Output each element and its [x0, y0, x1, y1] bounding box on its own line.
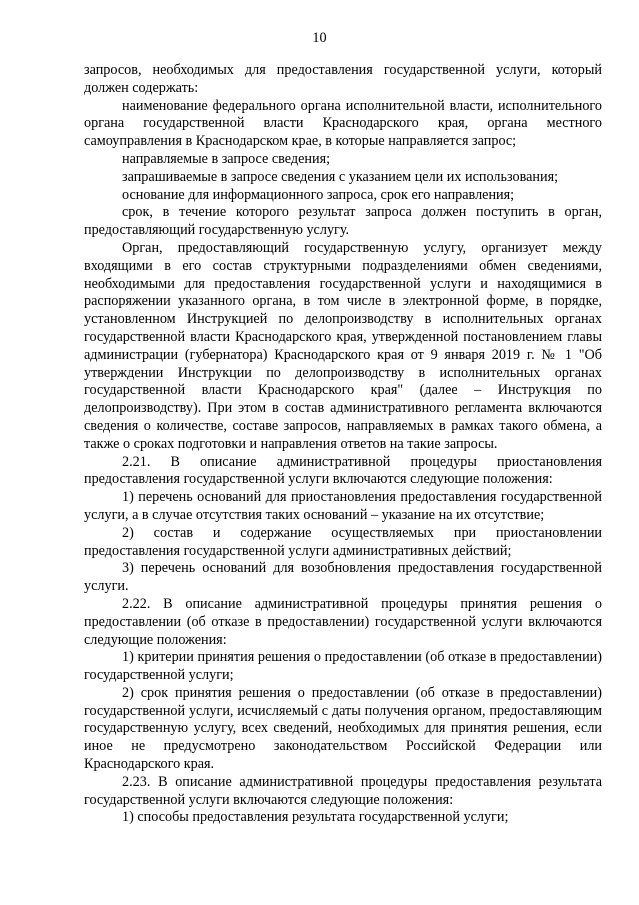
paragraph: 3) перечень оснований для возобновления предоставления государственной услуги.: [84, 560, 602, 595]
paragraph: 1) перечень оснований для приостановления предоставления государственной услуги, а в случае отсутствия таких оснований – указание на их отсутствие;: [84, 489, 602, 523]
paragraph: запросов, необходимых для предоставления государственной услуги, который должен содержать:: [84, 62, 602, 96]
paragraph: Орган, предоставляющий государственную услугу, организует между входящими в его состав структурными подразделениями обмен сведениями, необходимыми для предоставления государственной услуги и находящимися в распоряжении указанного органа, в том числе в электронной форме, в порядке, установленном Инструкцией по делопроизводству в исполнительных органах государственной власти Краснодарского края, утвержденной постановлением главы администрации (губернатора) Краснодарского края от 9 января 2019 г. № 1 "Об утверждении Инструкции по делопроизводству в исполнительных органах государственной власти Краснодарского края" (далее – Инструкция по делопроизводству). При этом в состав административного регламента включаются сведения о количестве, составе запросов, направляемых в рамках такого обмена, а также о сроках подготовки и направления ответов на такие запросы.: [84, 239, 602, 452]
paragraph: 2) срок принятия решения о предоставлении (об отказе в предоставлении) государственной услуги, исчисляемый с даты получения органом, предоставляющим государственную услугу, всех сведений, необходимых для принятия решения, если иное не предусмотрено законодательством Российской Федерации или Краснодарского края.: [84, 684, 602, 773]
paragraph: 1) способы предоставления результата государственной услуги;: [122, 809, 509, 826]
paragraph: 2.23. В описание административной процедуры предоставления результата государственной услуги включаются следующие положения:: [84, 773, 602, 808]
paragraph: 2) состав и содержание осуществляемых при приостановлении предоставления государственной услуги административных действий;: [84, 524, 602, 559]
paragraph: срок, в течение которого результат запроса должен поступить в орган, предоставляющий государственную услугу.: [84, 204, 602, 239]
page-number: 10: [312, 30, 327, 46]
paragraph: 2.22. В описание административной процедуры принятия решения о предоставлении (об отказе в предоставлении) государственной услуги включаются следующие положения:: [84, 595, 602, 648]
document-body: [84, 62, 602, 827]
paragraph: запрашиваемые в запросе сведения с указанием цели их использования;: [122, 168, 559, 185]
paragraph: основание для информационного запроса, срок его направления;: [122, 186, 515, 203]
paragraph: наименование федерального органа исполнительной власти, исполнительного органа государственной власти Краснодарского края, органа местного самоуправления в Краснодарском крае, в которые направляется запрос;: [84, 97, 602, 150]
paragraph: 2.21. В описание административной процедуры приостановления предоставления государственной услуги включаются следующие положения:: [84, 453, 602, 488]
paragraph: 1) критерии принятия решения о предоставлении (об отказе в предоставлении) государственной услуги;: [84, 649, 602, 684]
paragraph: направляемые в запросе сведения;: [122, 150, 331, 167]
